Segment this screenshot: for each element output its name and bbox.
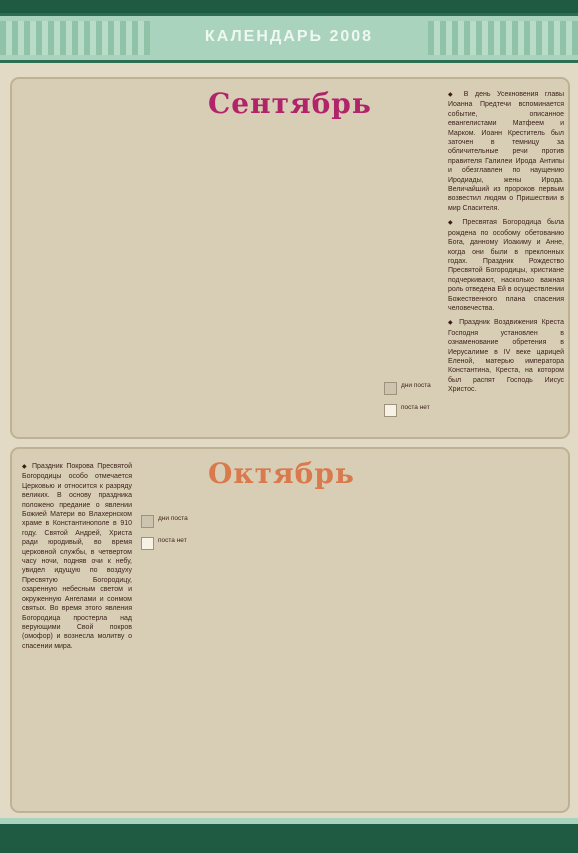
- legend-nofast-september: [384, 404, 439, 420]
- september-note-1: В день Усекновения главы Иоанна Предтечи вспоминается событие, описанное евангелистами Матфеем и Марком. Иоанн Креститель был заточен в темницу за обличительные речи против правителя Галилеи Ирода Антипы и обезглавлен по наущению Иродиады, жены Ирода. Величайший из пророков первым возвестил людям о Пришествии в мир Спасителя.: [448, 91, 564, 212]
- bottom-border: [0, 818, 578, 853]
- september-note-3: Праздник Воздвижения Креста Господня установлен в ознаменование обретения в Иерусалиме в IV веке царицей Еленой, матерью императора Константина, Креста, на котором был распят Господь Иисус Христос.: [448, 319, 564, 394]
- september-note-2: Пресвятая Богородица была рождена по особому обетованию Бога, данному Иоакиму и Анне, когда они были в преклонных годах. Праздник Рождество Пресвятой Богородицы, христиане подчеркивают, насколько важная роль отведена Ей в осуществлении Божественного плана спасения человечества.: [448, 219, 564, 312]
- september-title: Сентябрь: [208, 87, 372, 120]
- no-fast-swatch: [384, 404, 397, 417]
- header-banner: [0, 13, 578, 63]
- legend-fast-september: [384, 382, 439, 398]
- fast-swatch: [384, 382, 397, 395]
- no-fast-swatch: [141, 537, 154, 550]
- october-note: ◆ Праздник Покрова Пресвятой Богородицы особо отмечается Церковью и относится к разряду великих. В основу праздника положено предание о явлении Божией Матери во Влахернском храме в Константинополе в 910 году. Святой Андрей, Христа ради юродивый, во время церковной службы, в четвертом часу ночи, подняв очи к небу, увидел идущую по воздуху Пресвятую Богородицу, озаренную небесным светом и окруженную Ангелами и сонмом святых. Во время этого явления Богородица простерла над верующими Свой покров (омофор) и вознесла молитву о спасении мира.: [22, 463, 132, 650]
- october-title: Октябрь: [208, 457, 355, 490]
- october-note-1: Праздник Покрова Пресвятой Богородицы особо отмечается Церковью и относится к разряду великих. В основу праздника положено предание о явлении Божией Матери во Влахернском храме в Константинополе в 910 году. Святой Андрей, Христа ради юродивый, во время церковной службы, в четвертом часу ночи, подняв очи к небу, увидел идущую по воздуху Пресвятую Богородицу, озаренную небесным светом и окруженную Ангелами и сонмом святых. Во время этого явления Богородица простерла над верующими Свой покров (омофор) и вознесла молитву о спасении мира.: [22, 463, 132, 650]
- legend-text: поста нет: [401, 404, 430, 411]
- september-note: ◆ В день Усекновения главы Иоанна Предтечи вспоминается событие, описанное евангелистами Матфеем и Марком. Иоанн Креститель был заточен в темницу за обличительные речи против правителя Галилеи Ирода Антипы и обезглавлен по наущению Иродиады, жены Ирода. Величайший из пророков первым возвестил людям о Пришествии в мир Спасителя. ◆ Пресвятая Богородица была рождена по особому обетованию Бога, данному Иоакиму и Анне, когда они были в преклонных годах. Праздник Рождество Пресвятой Богородицы, христиане подчеркивают, насколько важная роль отведена Ей в осуществлении Божественного плана спасения человечества. ◆ Праздник Воздвижения Креста Господня установлен в ознаменование обретения в Иерусалиме в IV веке царицей Еленой, матерью императора Константина, Креста, на котором был распят Господь Иисус Христос.: [448, 91, 564, 394]
- fast-swatch: [141, 515, 154, 528]
- legend-text: поста нет: [158, 537, 187, 544]
- legend-fast-october: [141, 515, 196, 531]
- calendar-year-title: КАЛЕНДАРЬ 2008: [204, 28, 374, 45]
- top-border: [0, 0, 578, 13]
- legend-text: дни поста: [158, 515, 188, 522]
- legend-nofast-october: [141, 537, 196, 553]
- legend-text: дни поста: [401, 382, 431, 389]
